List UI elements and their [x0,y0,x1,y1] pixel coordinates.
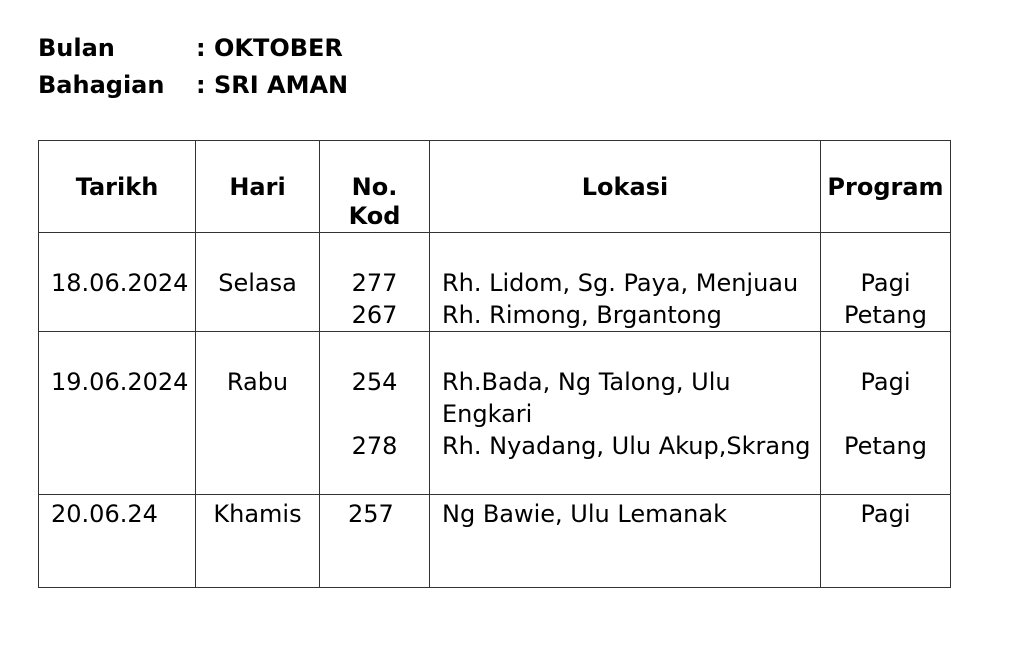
kod-value: 277 [351,269,398,297]
document-header [38,30,348,104]
column-header-hari: Hari [196,141,320,233]
hari-value: Rabu [226,368,289,396]
hari-cell [196,332,320,495]
program-value: Petang [844,301,927,329]
program-value: Petang [844,432,927,460]
bulan-label: Bulan [38,34,115,62]
kod-cell [320,332,430,495]
lokasi-cell [430,495,821,588]
kod-value: 267 [351,301,398,329]
table-row [39,233,951,332]
lokasi-cell [430,332,821,495]
lokasi-value: Ng Bawie, Ulu Lemanak [442,500,727,528]
schedule-table [38,140,951,588]
lokasi-cell [430,233,821,332]
column-header-program: Program [821,141,951,233]
bulan-value: : OKTOBER [196,34,343,62]
kod-cell [320,495,430,588]
program-value: Pagi [860,269,911,297]
lokasi-value: Rh. Lidom, Sg. Paya, Menjuau [442,269,799,297]
hari-value: Selasa [218,269,297,297]
tarikh-value: 20.06.24 [51,500,158,528]
spacer [320,398,429,430]
kod-value: 254 [351,368,398,396]
bahagian-row [38,67,348,104]
column-header-kod: Kod [348,202,401,230]
column-header-lokasi: Lokasi [430,141,821,233]
bahagian-label: Bahagian [38,71,165,99]
column-header-no: No. [351,173,398,201]
lokasi-value: Engkari [442,400,533,428]
kod-value: 257 [348,500,394,528]
program-cell [821,233,951,332]
table-row [39,332,951,495]
tarikh-cell [39,495,196,588]
program-cell [821,495,951,588]
table-header-row [39,141,951,233]
tarikh-value: 18.06.2024 [51,269,189,297]
spacer [821,398,950,430]
column-header-tarikh: Tarikh [39,141,196,233]
kod-value: 278 [351,432,398,460]
lokasi-value: Rh.Bada, Ng Talong, Ulu [442,368,731,396]
column-header-no-kod [320,141,430,233]
bulan-row [38,30,348,67]
lokasi-value: Rh. Nyadang, Ulu Akup,Skrang [442,432,811,460]
kod-cell [320,233,430,332]
tarikh-cell [39,233,196,332]
hari-cell [196,233,320,332]
program-cell [821,332,951,495]
program-value: Pagi [860,368,911,396]
tarikh-cell [39,332,196,495]
bahagian-value: : SRI AMAN [196,71,349,99]
hari-value: Khamis [213,500,302,528]
program-value: Pagi [860,500,911,528]
tarikh-value: 19.06.2024 [51,368,189,396]
hari-cell [196,495,320,588]
lokasi-value: Rh. Rimong, Brgantong [442,301,722,329]
table-row [39,495,951,588]
